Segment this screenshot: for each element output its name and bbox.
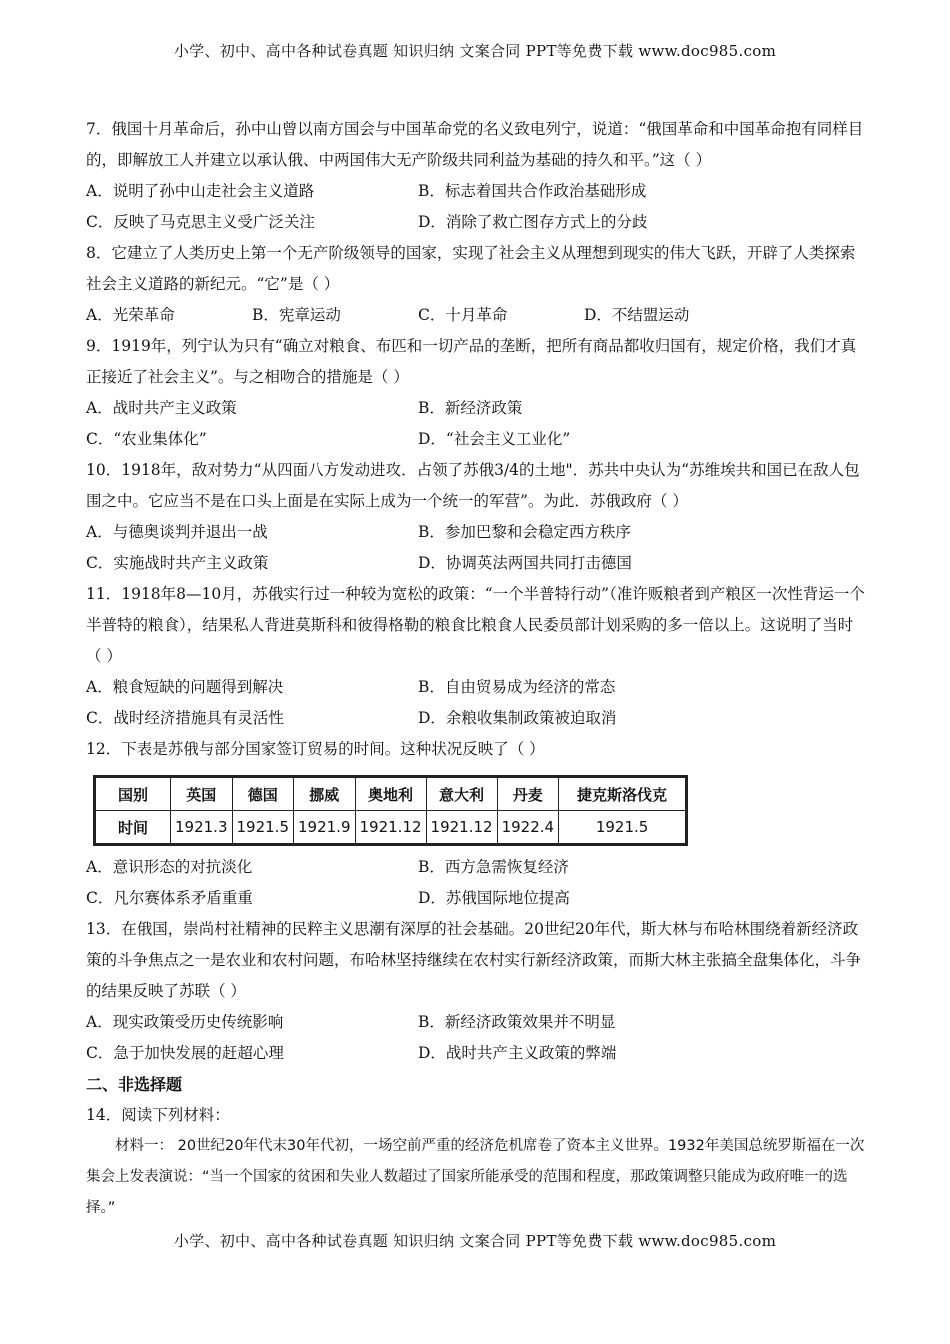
- question-8-options: [86, 300, 866, 331]
- question-7-options-row2: [86, 207, 866, 238]
- option-9b[interactable]: B．新经济政策: [418, 399, 523, 417]
- table-cell: 德国: [232, 777, 294, 811]
- option-13d[interactable]: D．战时共产主义政策的弊端: [418, 1044, 617, 1062]
- question-7-options-row1: [86, 176, 866, 207]
- material-1: 材料一： 20世纪20年代末30年代初，一场空前严重的经济危机席卷了资本主义世界。1932年美国总统罗斯福在一次集会上发表演说：“当一个国家的贫困和失业人数超过了国家所能承受的范围和程度，那政策调整只能成为政府唯一的选择。”: [86, 1138, 865, 1216]
- page-footer: 小学、初中、高中各种试卷真题 知识归纳 文案合同 PPT等免费下载 www.doc985.com: [173, 1232, 777, 1250]
- option-9a[interactable]: A．战时共产主义政策: [86, 399, 237, 417]
- table-cell: 丹麦: [497, 777, 559, 811]
- trade-table-time-row: [95, 811, 687, 845]
- option-8b[interactable]: B．宪章运动: [252, 306, 341, 324]
- question-11-stem: 11．1918年8—10月，苏俄实行过一种较为宽松的政策：“一个半普特行动”（准许贩粮者到产粮区一次性背运一个半普特的粮食），结果私人背进莫斯科和彼得格勒的粮食比粮食人民委员部计划采购的多一倍以上。这说明了当时（ ）: [86, 585, 865, 665]
- question-10-options-row1: [86, 517, 866, 548]
- option-7d[interactable]: D．消除了救亡图存方式上的分歧: [418, 213, 648, 231]
- page-content: [86, 114, 866, 1224]
- question-11-options-row1: [86, 672, 866, 703]
- question-9-stem: 9．1919年，列宁认为只有“确立对粮食、布匹和一切产品的垄断，把所有商品都收归国有，规定价格，我们才真正接近了社会主义”。与之相吻合的措施是（ ）: [86, 337, 857, 386]
- question-11-options-row2: [86, 703, 866, 734]
- option-8c[interactable]: C．十月革命: [418, 306, 508, 324]
- table-cell: 1921.3: [171, 811, 233, 845]
- option-11c[interactable]: C．战时经济措施具有灵活性: [86, 709, 284, 727]
- table-cell: 1921.5: [559, 811, 687, 845]
- question-9-options-row1: [86, 393, 866, 424]
- option-12a[interactable]: A．意识形态的对抗淡化: [86, 858, 253, 876]
- question-13-options-row1: [86, 1007, 866, 1038]
- table-cell: 国别: [95, 777, 171, 811]
- option-7a[interactable]: A．说明了孙中山走社会主义道路: [86, 182, 315, 200]
- trade-table: [93, 775, 688, 846]
- table-cell: 挪威: [294, 777, 356, 811]
- option-11b[interactable]: B．自由贸易成为经济的常态: [418, 678, 616, 696]
- option-11d[interactable]: D．余粮收集制政策被迫取消: [418, 709, 617, 727]
- option-13a[interactable]: A．现实政策受历史传统影响: [86, 1013, 284, 1031]
- option-10b[interactable]: B．参加巴黎和会稳定西方秩序: [418, 523, 631, 541]
- table-cell: 1921.9: [294, 811, 356, 845]
- question-7-stem: 7．俄国十月革命后，孙中山曾以南方国会与中国革命党的名义致电列宁，说道：“俄国革命和中国革命抱有同样目的，即解放工人并建立以承认俄、中两国伟大无产阶级共同利益为基础的持久和平。”这（ ）: [86, 120, 864, 169]
- option-8d[interactable]: D．不结盟运动: [584, 306, 690, 324]
- option-10d[interactable]: D．协调英法两国共同打击德国: [418, 554, 632, 572]
- option-10c[interactable]: C．实施战时共产主义政策: [86, 554, 269, 572]
- option-7c[interactable]: C．反映了马克思主义受广泛关注: [86, 213, 315, 231]
- table-cell: 意大利: [426, 777, 497, 811]
- option-12d[interactable]: D．苏俄国际地位提高: [418, 889, 570, 907]
- page-header: 小学、初中、高中各种试卷真题 知识归纳 文案合同 PPT等免费下载 www.doc985.com: [173, 42, 777, 60]
- table-cell: 时间: [95, 811, 171, 845]
- question-8-stem: 8．它建立了人类历史上第一个无产阶级领导的国家，实现了社会主义从理想到现实的伟大飞跃，开辟了人类探索社会主义道路的新纪元。“它”是（ ）: [86, 244, 856, 293]
- option-9c[interactable]: C．“农业集体化”: [86, 430, 207, 448]
- option-9d[interactable]: D．“社会主义工业化”: [418, 430, 571, 448]
- question-13-options-row2: [86, 1038, 866, 1069]
- question-10-stem: 10．1918年，敌对势力“从四面八方发动进攻．占领了苏俄3/4的土地"．苏共中央认为“苏维埃共和国已在敌人包围之中。它应当不是在口头上面是在实际上成为一个统一的军营”。为此．苏俄政府（ ）: [86, 461, 860, 510]
- question-10-options-row2: [86, 548, 866, 579]
- question-14-stem: 14．阅读下列材料：: [86, 1106, 230, 1124]
- question-13-stem: 13．在俄国，崇尚村社精神的民粹主义思潮有深厚的社会基础。20世纪20年代，斯大林与布哈林围绕着新经济政策的斗争焦点之一是农业和农村问题，布哈林坚持继续在农村实行新经济政策，而斯大林主张搞全盘集体化，斗争的结果反映了苏联（ ）: [86, 920, 862, 1000]
- table-cell: 奥地利: [355, 777, 426, 811]
- trade-table-header-row: [95, 777, 687, 811]
- question-12-options-row1: [86, 852, 866, 883]
- option-8a[interactable]: A．光荣革命: [86, 306, 175, 324]
- option-7b[interactable]: B．标志着国共合作政治基础形成: [418, 182, 647, 200]
- table-cell: 1922.4: [497, 811, 559, 845]
- table-cell: 英国: [171, 777, 233, 811]
- table-cell: 1921.12: [426, 811, 497, 845]
- table-cell: 捷克斯洛伐克: [559, 777, 687, 811]
- option-11a[interactable]: A．粮食短缺的问题得到解决: [86, 678, 284, 696]
- option-12b[interactable]: B．西方急需恢复经济: [418, 858, 569, 876]
- section-2-title: 二、非选择题: [86, 1075, 183, 1094]
- option-13c[interactable]: C．急于加快发展的赶超心理: [86, 1044, 284, 1062]
- option-12c[interactable]: C．凡尔赛体系矛盾重重: [86, 889, 253, 907]
- question-12-stem: 12．下表是苏俄与部分国家签订贸易的时间。这种状况反映了（ ）: [86, 740, 545, 758]
- table-cell: 1921.5: [232, 811, 294, 845]
- option-10a[interactable]: A．与德奥谈判并退出一战: [86, 523, 268, 541]
- table-cell: 1921.12: [355, 811, 426, 845]
- option-13b[interactable]: B．新经济政策效果并不明显: [418, 1013, 616, 1031]
- question-9-options-row2: [86, 424, 866, 455]
- question-12-options-row2: [86, 883, 866, 914]
